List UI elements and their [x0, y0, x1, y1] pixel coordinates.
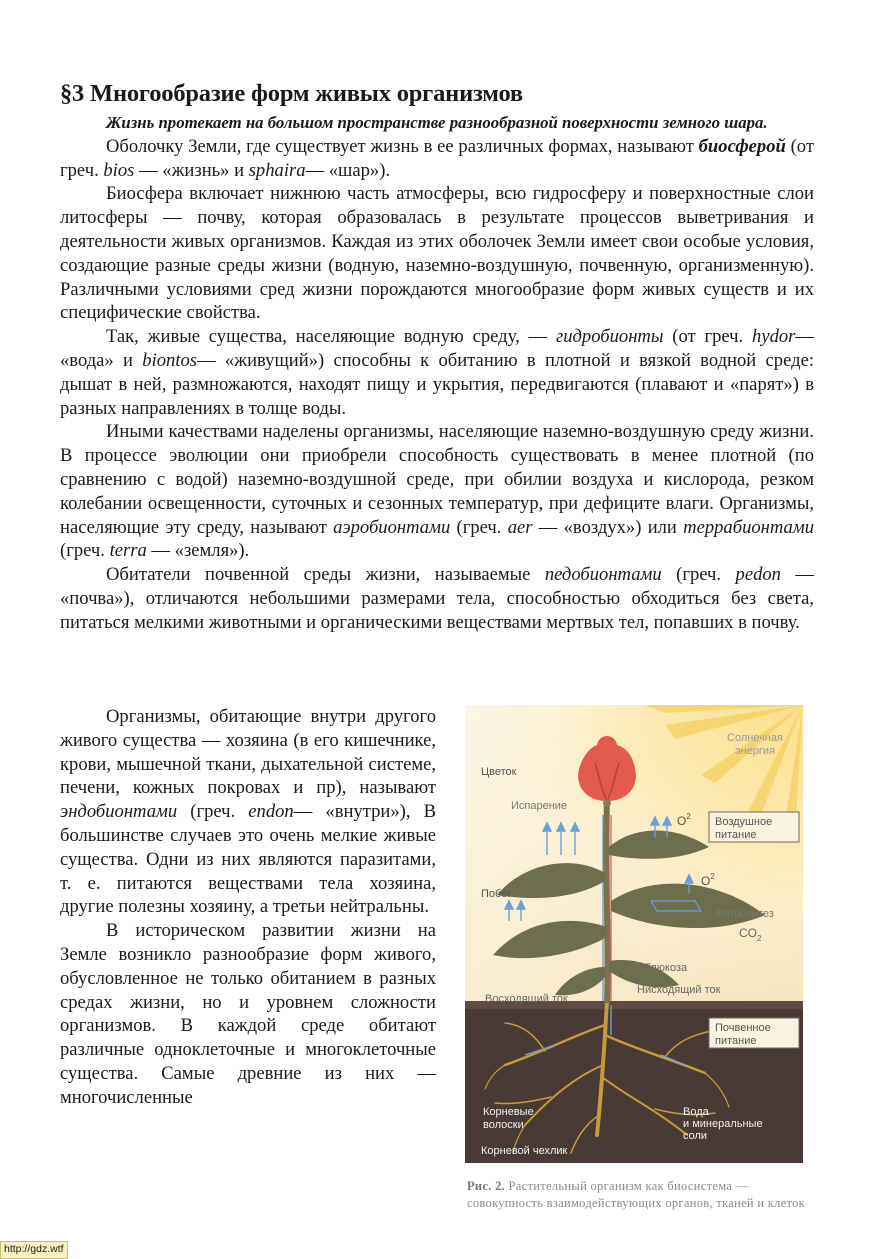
- left-column-text: [60, 705, 436, 1110]
- plant-diagram: [465, 705, 803, 1163]
- stem: [606, 795, 607, 1003]
- paragraph-evolution: В историческом развитии жизни на Земле возникло разнообразие форм живого, обусловленное не только обитанием в разных средах жизни, но и уровнем сложности организмов. В каждой среде обитают различные одноклеточные и многоклеточные существа. Самые древние из них — многочисленные: [60, 920, 436, 1108]
- label-root-hairs: Корневые волоски: [483, 1106, 534, 1131]
- section-heading: §3 Многообразие форм живых организмов: [60, 80, 523, 107]
- label-air-nutrition: Воздушное питание: [715, 816, 773, 841]
- label-glucose: Глюкоза: [645, 962, 688, 974]
- label-co2: $CO_2$: [739, 926, 762, 943]
- label-o2-mid: $O^2$: [701, 872, 715, 888]
- full-width-text: [60, 111, 814, 635]
- label-ascending: Восходящий ток: [485, 993, 568, 1005]
- plant-figure: [465, 705, 803, 1163]
- label-solar: Солнечная энергия: [727, 732, 783, 757]
- label-o2-top: $O^2$: [677, 812, 691, 828]
- label-shoot: Побег: [481, 888, 512, 900]
- watermark-link[interactable]: http://gdz.wtf: [0, 1241, 68, 1259]
- paragraph-biosphere: Оболочку Земли, где существует жизнь в ее различных формах, называют биосферой (от греч. bios — «жизнь» и sphaira— «шар»).: [60, 135, 814, 181]
- paragraph-aerobionts: Иными качествами наделены организмы, населяющие наземно-воздушную среду жизни. В процессе эволюции они приобрели способность существовать в менее плотной (по сравнению с водой) наземно-воздушной среде, при обилии воздуха и кислорода, резком колебании освещенности, суточных и сезонных температур, при дефиците влаги. Организмы, населяющие эту среду, называют аэробионтами (греч. aer — «воздух») или террабионтами (греч. terra — «земля»).: [60, 421, 814, 562]
- label-photosynthesis: Фотосинтез: [715, 908, 774, 920]
- label-flower: Цветок: [481, 766, 517, 778]
- paragraph-endobionts: Организмы, обитающие внутри другого живого существа — хозяина (в его кишечнике, крови, мышечной ткани, дыхательной системе, печени, кожных покровах и пр), называют эндобионтами (греч. endon— «внутри»), В большинстве случаев это очень мелкие живые существа. Одни из них являются паразитами, т. е. питаются веществами тела хозяина, другие полезны хозяину, а третьи нейтральны.: [60, 706, 436, 918]
- label-descending: Нисходящий ток: [637, 984, 721, 996]
- label-root-cap: Корневой чехлик: [481, 1145, 568, 1157]
- label-soil-nutrition: Почвенное питание: [715, 1022, 771, 1047]
- label-evaporation: Испарение: [511, 800, 568, 812]
- label-water-minerals: Вода и минеральные соли: [683, 1106, 763, 1142]
- paragraph-hydrobionts: Так, живые существа, населяющие водную среду, — гидробионты (от греч. hydor— «вода» и biontos— «живущий») способны к обитанию в плотной и вязкой водной среде: дышат в ней, размножаются, находят пищу и укрытия, передвигаются (плавают и «парят») в разных направлениях в толще воды.: [60, 326, 814, 419]
- paragraph-environments: Биосфера включает нижнюю часть атмосферы, всю гидросферу и поверхностные слои литосферы — почву, которая образовалась в результате процессов выветривания и деятельности живых организмов. Каждая из этих оболочек Земли имеет свои особые условия, создающие разные среды жизни (водную, наземно-воздушную, почвенную, организменную). Различными условиями сред жизни порождаются многообразие форм живых существ и их специфические свойства.: [60, 183, 814, 324]
- figure-caption: Рис. 2. Растительный организм как биосистема — совокупность взаимодействующих органов, тканей и клеток: [467, 1179, 806, 1210]
- lead-paragraph: Жизнь протекает на большом пространстве разнообразной поверхности земного шара.: [106, 113, 768, 132]
- paragraph-pedobionts: Обитатели почвенной среды жизни, называемые педобионтами (греч. pedon — «почва»), отличаются небольшими размерами тела, способностью обходиться без света, питаться мелкими животными и органическими веществами мертвых тел, попавших в почву.: [60, 564, 815, 633]
